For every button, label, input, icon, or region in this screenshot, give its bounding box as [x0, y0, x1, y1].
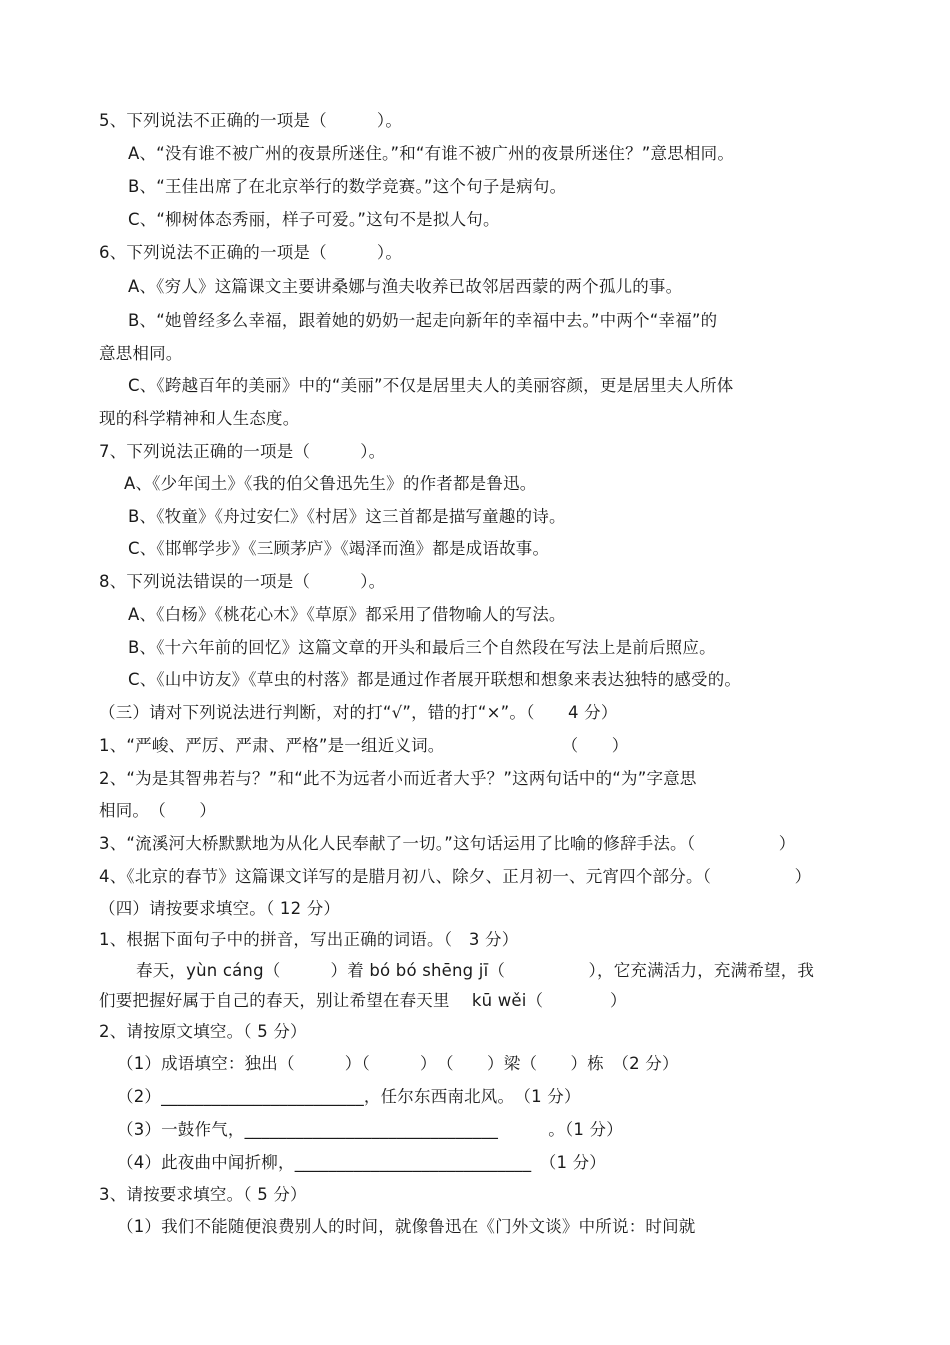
judge-2: 2、“为是其智弗若与？”和“此不为远者小而近者大乎？”这两句话中的“为”字意思 [99, 769, 697, 788]
question-8: 8、下列说法错误的一项是（ ）。 [99, 572, 386, 591]
fill-2-item-2: （2）________________________，任尔东西南北风。 （1 分） [117, 1087, 581, 1106]
q7-option-b: B、《牧童》《舟过安仁》《村居》这三首都是描写童趣的诗。 [128, 507, 566, 526]
q6-option-c-cont: 现的科学精神和人生态度。 [99, 409, 300, 428]
q8-option-b: B、《十六年前的回忆》这篇文章的开头和最后三个自然段在写法上是前后照应。 [128, 638, 716, 657]
q6-option-b-cont: 意思相同。 [99, 344, 183, 363]
q6-option-a: A、《穷人》这篇课文主要讲桑娜与渔夫收养已故邻居西蒙的两个孤儿的事。 [128, 277, 683, 296]
question-6: 6、下列说法不正确的一项是（ ）。 [99, 243, 403, 262]
q7-option-c: C、《邯郸学步》《三顾茅庐》《竭泽而渔》都是成语故事。 [128, 539, 550, 558]
q5-option-b: B、“王佳出席了在北京举行的数学竞赛。”这个句子是病句。 [128, 177, 567, 196]
judge-2-cont: 相同。 （ ） [99, 801, 217, 820]
fill-2-item-3: （3）一鼓作气，______________________________ 。（1 分） [117, 1120, 623, 1139]
q8-option-a: A、《白杨》《桃花心木》《草原》都采用了借物喻人的写法。 [128, 605, 566, 624]
judge-3: 3、“流溪河大桥默默地为从化人民奉献了一切。”这句话运用了比喻的修辞手法。（ ） [99, 834, 796, 853]
fill-2-item-1: （1）成语填空：独出（ ）（ ） （ ）梁（ ）栋 （2 分） [117, 1054, 679, 1073]
q5-option-c: C、“柳树体态秀丽，样子可爱。”这句不是拟人句。 [128, 210, 500, 229]
fill-3-prompt: 3、请按要求填空。（ 5 分） [99, 1185, 307, 1204]
fill-1-sentence-cont: 们要把握好属于自己的春天，别让希望在春天里 kū wěi（ ） [99, 991, 627, 1010]
fill-2-prompt: 2、请按原文填空。（ 5 分） [99, 1022, 307, 1041]
question-5: 5、下列说法不正确的一项是（ ）。 [99, 111, 403, 130]
fill-2-item-4: （4）此夜曲中闻折柳，____________________________ （1 分） [117, 1153, 606, 1172]
q6-option-b: B、“她曾经多么幸福，跟着她的奶奶一起走向新年的幸福中去。”中两个“幸福”的 [128, 311, 718, 330]
q8-option-c: C、《山中访友》《草虫的村落》都是通过作者展开联想和想象来表达独特的感受的。 [128, 670, 742, 689]
judge-1: 1、“严峻、严厉、严肃、严格”是一组近义词。 （ ） [99, 736, 629, 755]
question-7: 7、下列说法正确的一项是（ ）。 [99, 442, 386, 461]
q7-option-a: A、《少年闰土》《我的伯父鲁迅先生》的作者都是鲁迅。 [124, 474, 537, 493]
fill-1-sentence: 春天，yùn cáng（ ）着 bó bó shēng jī（ ），它充满活力，充满希望，我 [136, 961, 815, 980]
fill-3-item-1: （1）我们不能随便浪费别人的时间，就像鲁迅在《门外文谈》中所说：时间就 [117, 1217, 696, 1236]
section-4-heading: （四）请按要求填空。（ 12 分） [99, 899, 341, 918]
q6-option-c: C、《跨越百年的美丽》中的“美丽”不仅是居里夫人的美丽容颜，更是居里夫人所体 [128, 376, 734, 395]
section-3-heading: （三）请对下列说法进行判断，对的打“√”，错的打“×”。（ 4 分） [99, 703, 618, 722]
q5-option-a: A、“没有谁不被广州的夜景所迷住。”和“有谁不被广州的夜景所迷住？”意思相同。 [128, 144, 735, 163]
fill-1-prompt: 1、根据下面句子中的拼音，写出正确的词语。（ 3 分） [99, 930, 519, 949]
judge-4: 4、《北京的春节》这篇课文详写的是腊月初八、除夕、正月初一、元宵四个部分。（ ） [99, 867, 812, 886]
